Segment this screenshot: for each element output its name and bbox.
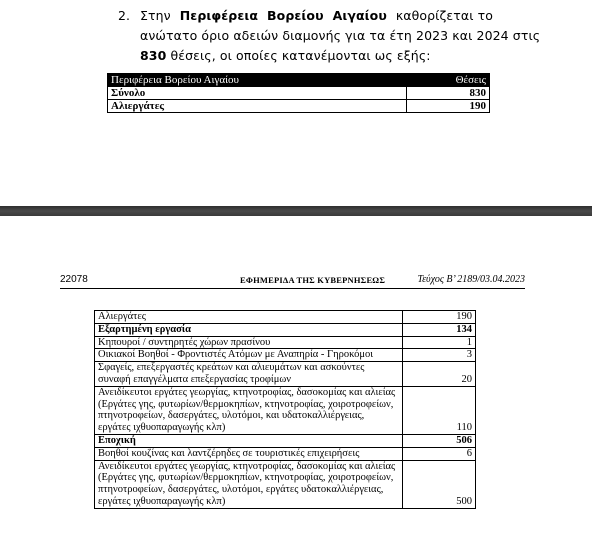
gazette-page-header (60, 274, 525, 289)
issue-reference: Τεύχος B’ 2189/03.04.2023 (417, 274, 525, 285)
row-value: 6 (403, 447, 476, 460)
summary-row-label: Σύνολο (108, 87, 407, 100)
row-value: 20 (403, 362, 476, 387)
region-name-word-2: Βορείου (267, 8, 324, 23)
table-row (95, 386, 476, 434)
row-label: Αλιεργάτες (95, 311, 403, 324)
paragraph-lead: Στην (140, 8, 171, 23)
row-label: Εποχική (95, 434, 403, 447)
page-number: 22078 (60, 274, 88, 285)
gazette-title: ΕΦΗΜΕΡΙΔΑ ΤΗΣ ΚΥΒΕΡΝΗΣΕΩΣ (240, 275, 386, 285)
row-label: Βοηθοί κουζίνας και λαντζέρηδες σε τουριστικές επιχειρήσεις (95, 447, 403, 460)
row-value: 506 (403, 434, 476, 447)
paragraph-line-2: ανώτατο όριο αδειών διαμονής για τα έτη 2023 και 2024 στις (140, 28, 541, 43)
row-value: 110 (403, 386, 476, 434)
region-name-word-1: Περιφέρεια (179, 8, 259, 23)
row-label: Κηπουροί / συντηρητές χώρων πρασίνου (95, 336, 403, 349)
summary-row-value: 830 (407, 87, 490, 100)
paragraph-line1-tail: καθορίζεται το (395, 8, 493, 23)
table-row (95, 349, 476, 362)
row-value: 1 (403, 336, 476, 349)
table-row (95, 447, 476, 460)
paragraph-number: 2. (118, 8, 131, 23)
row-value: 3 (403, 349, 476, 362)
table-row (95, 362, 476, 387)
table-row (95, 311, 476, 324)
paragraph-line-3 (118, 46, 493, 66)
summary-row-value: 190 (407, 100, 490, 113)
row-value: 190 (403, 311, 476, 324)
row-label: Οικιακοί Βοηθοί - Φροντιστές Ατόμων με Αναπηρία - Γηροκόμοι (95, 349, 403, 362)
summary-row (108, 87, 490, 100)
row-label: Ανειδίκευτοι εργάτες γεωργίας, κτηνοτροφίας, δασοκομίας και αλιείας (Εργάτες γης, φυτωρίων/θερμοκηπίων, κτηνοτροφίας, χοιροτροφείων, πτηνοτροφείων, δασεργάτες, υλοτόμοι, και υδατοκαλλιέργειας, εργάτες ιχθυοπαραγωγής κλπ) (95, 386, 403, 434)
allocation-paragraph (118, 6, 541, 66)
row-value: 500 (403, 460, 476, 508)
summary-header-region: Περιφέρεια Βορείου Αιγαίου (108, 74, 407, 87)
row-label: Ανειδίκευτοι εργάτες γεωργίας, κτηνοτροφίας, δασοκομίας και αλιείας (Εργάτες γης, φυτωρίων/θερμοκηπίων, κτηνοτροφίας, χοιροτροφείων, πτηνοτροφείων, δασεργάτες, υλοτόμοι, εργάτες υδατοκαλλιέργειας, εργάτες ιχθυοπαραγωγής κλπ) (95, 460, 403, 508)
detail-table (94, 310, 476, 509)
paragraph-line-1 (118, 6, 493, 26)
row-label: Εξαρτημένη εργασία (95, 323, 403, 336)
table-row (95, 460, 476, 508)
summary-header-positions: Θέσεις (407, 74, 490, 87)
table-row (95, 323, 476, 336)
region-name-word-3: Αιγαίου (332, 8, 387, 23)
table-row (95, 336, 476, 349)
row-value: 134 (403, 323, 476, 336)
summary-row (108, 100, 490, 113)
summary-table-header (108, 74, 490, 87)
row-label: Σφαγείς, επεξεργαστές κρεάτων και αλιευμάτων και ασκούντες συναφή επαγγέλματα επεξεργασίας τροφίμων (95, 362, 403, 387)
paragraph-line3-text: θέσεις, οι οποίες κατανέμονται ως εξής: (166, 48, 431, 63)
page-break-divider (0, 206, 592, 216)
summary-table (107, 73, 490, 113)
table-row (95, 434, 476, 447)
paragraph-total: 830 (140, 48, 167, 63)
summary-row-label: Αλιεργάτες (108, 100, 407, 113)
